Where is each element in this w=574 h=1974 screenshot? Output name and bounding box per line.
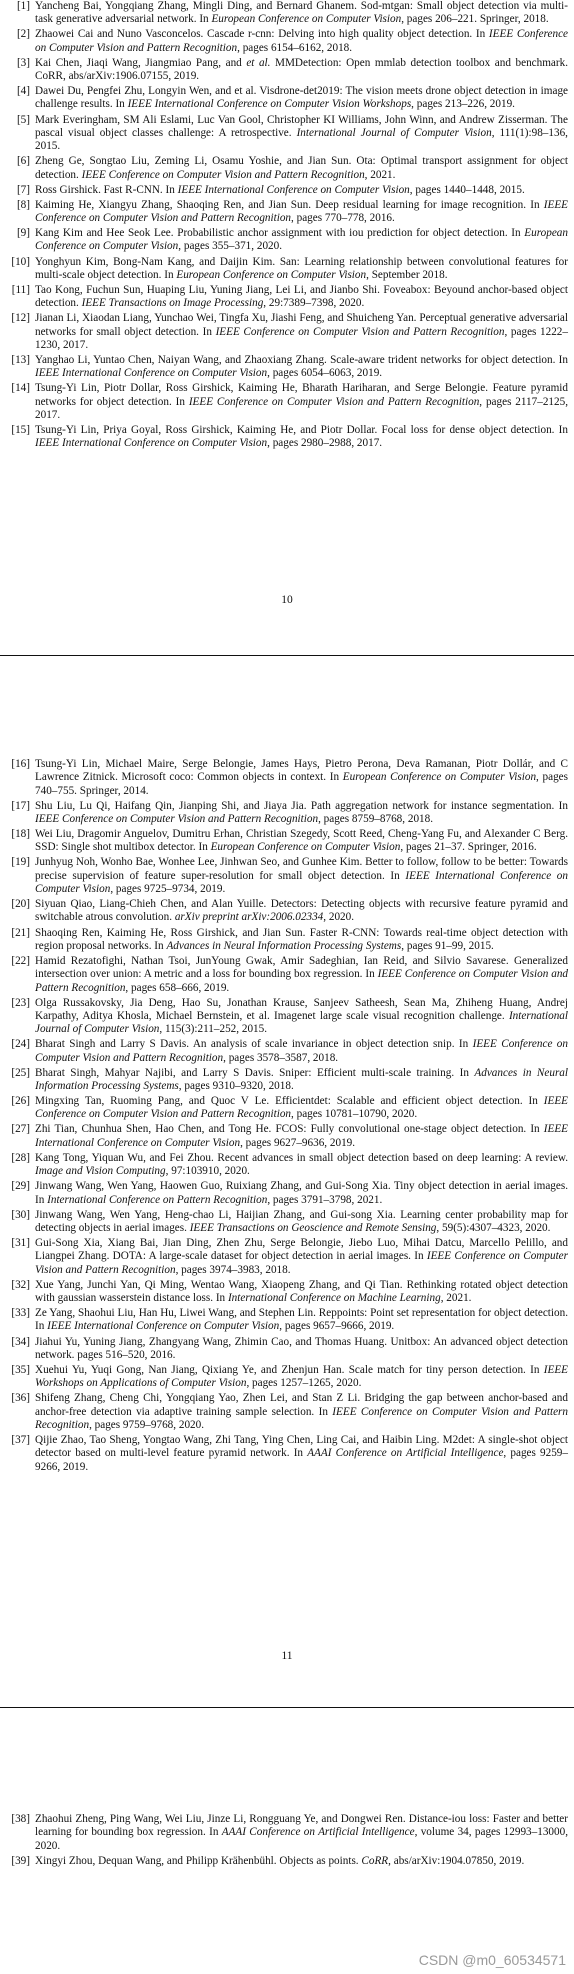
reference-text [35, 1279, 568, 1306]
reference-venue: AAAI Conference on Artificial Intelligence [221, 1826, 415, 1839]
reference-venue: European Conference on Computer Vision [211, 13, 402, 26]
reference-tail: , 115(3):211–252, 2015. [159, 1023, 268, 1036]
reference-body: Kang Tong, Yiquan Wu, and Fei Zhou. Recent advances in small object detection based on deep learning: A review. [35, 1151, 568, 1164]
reference-tail: , pages 9759–9768, 2020. [89, 1418, 205, 1431]
reference-item [0, 1336, 574, 1363]
reference-venue: International Conference on Machine Learning [227, 1292, 441, 1305]
reference-tail: , pages 3578–3587, 2018. [223, 1051, 339, 1064]
reference-body: Olga Russakovsky, Jia Deng, Hao Su, Jonathan Krause, Sanjeev Satheesh, Sean Ma, Zhiheng Huang, Andrej Karpathy, Aditya Khosla, Michael Bernstein, et al. Imagenet large scale visual recognition challenge. [35, 996, 568, 1022]
reference-venue: IEEE Conference on Computer Vision and Pattern Recognition [35, 28, 568, 54]
reference-venue: IEEE International Conference on Computer Vision [35, 437, 268, 450]
reference-tail: , pages 770–778, 2016. [291, 212, 395, 225]
reference-tail: , 29:7389–7398, 2020. [263, 297, 365, 310]
reference-number: [34] [11, 1335, 30, 1348]
reference-number: [3] [16, 56, 30, 69]
reference-venue: IEEE International Conference on Computer Vision Workshops [127, 98, 412, 111]
reference-number: [30] [11, 1208, 30, 1221]
reference-text [35, 1095, 568, 1122]
reference-venue: European Conference on Computer Vision [210, 841, 401, 854]
reference-tail: , pages 658–666, 2019. [125, 981, 230, 994]
reference-number: [11] [11, 283, 30, 296]
reference-tail: , pages 206–221. Springer, 2018. [401, 13, 549, 26]
reference-tail: , pages 91–99, 2015. [401, 939, 494, 952]
reference-tail: , pages 10781–10790, 2020. [291, 1108, 418, 1121]
reference-text [35, 1038, 568, 1065]
reference-tail: , pages 3974–3983, 2018. [175, 1263, 291, 1276]
reference-number: [19] [11, 856, 30, 869]
reference-tail: , pages 2117–2125, 2017. [35, 395, 569, 421]
reference-list [0, 1813, 574, 1870]
reference-body: Xue Yang, Junchi Yan, Qi Ming, Wentao Wang, Xiaopeng Zhang, and Qi Tian. Rethinking rotated object detection with gaussian wasserstein distance loss. In [35, 1278, 568, 1305]
reference-text [35, 758, 568, 798]
reference-number: [4] [16, 85, 30, 98]
reference-text [35, 1067, 568, 1094]
reference-venue: European Conference on Computer Vision [35, 227, 568, 253]
reference-text [35, 1855, 568, 1868]
reference-body: Yanghao Li, Yuntao Chen, Naiyan Wang, and Zhaoxiang Zhang. Scale-aware trident networks for object detection. In [35, 353, 568, 366]
reference-body: Tsung-Yi Lin, Priya Goyal, Ross Girshick, Kaiming He, and Piotr Dollar. Focal loss for dense object detection. In [35, 424, 568, 437]
reference-body: Junhyug Noh, Wonho Bae, Wonhee Lee, Jinhwan Seo, and Gunhee Kim. Better to follow, follow to be better: Towards precise supervision of feature super-resolution for small object detection. In [35, 856, 568, 882]
reference-text [35, 1392, 568, 1432]
reference-body: Qijie Zhao, Tao Sheng, Yongtao Wang, Zhi Tang, Ying Chen, Ling Cai, and Haibin Ling. M2det: A single-shot object detector based on multi-level feature pyramid network. In [35, 1433, 568, 1460]
reference-body: Zhaohui Zheng, Ping Wang, Wei Liu, Jinze Li, Rongguang Ye, and Dongwei Ren. Distance-iou loss: Faster and better learning for bounding box regression. In [35, 1813, 568, 1839]
reference-tail: , pages 355–371, 2020. [178, 240, 283, 253]
reference-body: Gui-Song Xia, Xiang Bai, Jian Ding, Zhen Zhu, Serge Belongie, Jiebo Luo, Mihai Datcu, Marcello Pelillo, and Liangpei Zhang. DOTA: A large-scale dataset for object detection in aerial images. In [35, 1237, 568, 1263]
reference-number: [28] [11, 1151, 30, 1164]
reference-number: [37] [11, 1433, 30, 1446]
page-10 [0, 0, 574, 650]
reference-tail: , pages 21–37. Springer, 2016. [400, 841, 537, 854]
reference-body: Xingyi Zhou, Dequan Wang, and Philipp Krähenbühl. Objects as points. [35, 1854, 362, 1867]
page-number: 10 [281, 594, 293, 606]
reference-venue: IEEE Transactions on Image Processing [81, 297, 264, 310]
reference-number: [20] [11, 898, 30, 911]
reference-text [35, 1434, 568, 1474]
reference-venue: arXiv preprint arXiv:2006.02334 [174, 911, 324, 924]
reference-number: [14] [11, 382, 30, 395]
reference-venue: IEEE Conference on Computer Vision and Pattern Recognition [35, 812, 319, 825]
reference-body: Tsung-Yi Lin, Piotr Dollar, Ross Girshick, Kaiming He, Bharath Hariharan, and Serge Belongie. Feature pyramid networks for object detection. In [35, 382, 568, 408]
reference-number: [1] [16, 0, 30, 12]
reference-tail: , pages 1257–1265, 2020. [246, 1377, 362, 1390]
reference-body: Shifeng Zhang, Cheng Chi, Yongqiang Yao, Zhen Lei, and Stan Z Li. Bridging the gap between anchor-based and anchor-free detection via adaptive training sample selection. In [35, 1392, 568, 1418]
reference-number: [35] [11, 1363, 30, 1376]
reference-text [35, 184, 568, 197]
reference-item [0, 1307, 574, 1334]
reference-venue: International Journal of Computer Vision [296, 126, 492, 139]
reference-body: Ross Girshick. Fast R-CNN. In [35, 183, 178, 196]
reference-number: [31] [11, 1237, 30, 1250]
reference-text [35, 256, 568, 283]
reference-item [0, 955, 574, 995]
page-12 [0, 1714, 574, 1974]
reference-item [0, 284, 574, 311]
reference-item [0, 85, 574, 112]
reference-number: [32] [11, 1278, 30, 1291]
reference-number: [38] [11, 1813, 30, 1825]
reference-text [35, 57, 568, 84]
page-11 [0, 662, 574, 1702]
reference-tail: , pages 1222–1230, 2017. [35, 325, 568, 351]
reference-tail: , 2020. [323, 911, 355, 924]
reference-venue: International Journal of Computer Vision [35, 1009, 568, 1036]
reference-tail: , 97:103910, 2020. [165, 1165, 250, 1178]
reference-item [0, 227, 574, 254]
reference-tail: , abs/arXiv:1904.07850, 2019. [388, 1854, 525, 1867]
reference-item [0, 800, 574, 827]
reference-number: [26] [11, 1095, 30, 1108]
reference-number: [2] [16, 28, 30, 41]
reference-item [0, 1180, 574, 1207]
reference-tail: , pages 2980–2988, 2017. [267, 437, 383, 450]
reference-number: [25] [11, 1066, 30, 1079]
reference-body: Siyuan Qiao, Liang-Chieh Chen, and Alan Yuille. Detectors: Detecting objects with recursive feature pyramid and switchable atrous convolution. [35, 898, 568, 924]
reference-text [35, 997, 568, 1037]
reference-venue: IEEE International Conference on Computer Vision [35, 1123, 568, 1149]
reference-body: Bharat Singh, Mahyar Najibi, and Larry S Davis. Sniper: Efficient multi-scale training. In [35, 1066, 475, 1079]
reference-list [0, 758, 574, 1476]
reference-item [0, 1364, 574, 1391]
page-divider [0, 1707, 574, 1708]
reference-venue: IEEE Conference on Computer Vision and Pattern Recognition [35, 1250, 568, 1276]
reference-item [0, 997, 574, 1037]
page-number: 11 [281, 1650, 293, 1662]
reference-number: [36] [11, 1392, 30, 1405]
reference-text [35, 85, 568, 112]
reference-item [0, 1279, 574, 1306]
reference-tail: , pages 8759–8768, 2018. [318, 812, 434, 825]
reference-body: Ze Yang, Shaohui Liu, Han Hu, Liwei Wang, and Stephen Lin. Reppoints: Point set representation for object detection. In [35, 1307, 568, 1333]
reference-text [35, 898, 568, 925]
reference-venue: International Conference on Pattern Recognition [47, 1193, 268, 1206]
reference-item [0, 1067, 574, 1094]
reference-body: Xuehui Yu, Yuqi Gong, Nan Jiang, Qixiang Ye, and Zhenjun Han. Scale match for tiny person detection. In [35, 1363, 544, 1376]
reference-tail: , pages 6054–6063, 2019. [267, 367, 383, 380]
reference-text [35, 284, 568, 311]
reference-venue: IEEE Conference on Computer Vision and Pattern Recognition [215, 325, 505, 338]
reference-tail: , pages 3791–3798, 2021. [267, 1193, 383, 1206]
reference-item [0, 1434, 574, 1474]
reference-body: Jiahui Yu, Yuning Jiang, Zhangyang Wang, Zhimin Cao, and Thomas Huang. Unitbox: An advanced object detection network. pages 516–520, 2016. [35, 1335, 568, 1361]
reference-number: [27] [11, 1123, 30, 1136]
reference-venue: IEEE Conference on Computer Vision and Pattern Recognition [35, 198, 568, 225]
reference-item [0, 312, 574, 352]
reference-tail: , pages 213–226, 2019. [411, 98, 515, 111]
reference-tail: , pages 740–755. Springer, 2014. [35, 771, 568, 797]
reference-venue: IEEE International Conference on Computer Vision [35, 869, 568, 896]
reference-text [35, 382, 568, 422]
reference-number: [7] [16, 183, 30, 196]
reference-item [0, 354, 574, 381]
reference-item [0, 382, 574, 422]
reference-venue: et al. [246, 56, 271, 69]
reference-venue: European Conference on Computer Vision [176, 268, 367, 281]
reference-text [35, 800, 568, 827]
reference-item [0, 1038, 574, 1065]
reference-body: Shaoqing Ren, Kaiming He, Ross Girshick, and Jian Sun. Faster R-CNN: Towards real-time object detection with region proposal networks. In [35, 926, 568, 952]
reference-number: [24] [11, 1038, 30, 1051]
reference-text [35, 155, 568, 182]
reference-text [35, 955, 568, 995]
reference-body: Yancheng Bai, Yongqiang Zhang, Mingli Ding, and Bernard Ghanem. Sod-mtgan: Small object detection via multi-task generative adversarial network. In [35, 0, 568, 26]
reference-body: Shu Liu, Lu Qi, Haifang Qin, Jianping Shi, and Jiaya Jia. Path aggregation network for instance segmentation. In [35, 799, 568, 812]
reference-number: [18] [11, 828, 30, 841]
reference-body: Yonghyun Kim, Bong-Nam Kang, and Daijin Kim. San: Learning relationship between convolutional features for multi-scale object detection. In [35, 255, 568, 281]
reference-venue: IEEE Conference on Computer Vision and Pattern Recognition [35, 1038, 568, 1064]
reference-text [35, 828, 568, 855]
reference-venue: IEEE International Conference on Computer Vision [47, 1320, 280, 1333]
reference-text [35, 354, 568, 381]
reference-venue: Advances in Neural Information Processing Systems [35, 1066, 568, 1092]
reference-item [0, 1152, 574, 1179]
reference-item [0, 199, 574, 226]
reference-body: Zheng Ge, Songtao Liu, Zeming Li, Osamu Yoshie, and Jian Sun. Ota: Optimal transport assignment for object detection. [35, 155, 568, 181]
reference-number: [22] [11, 954, 30, 967]
reference-item [0, 424, 574, 451]
reference-venue: IEEE Conference on Computer Vision and Pattern Recognition [188, 395, 480, 408]
reference-item [0, 828, 574, 855]
reference-item [0, 898, 574, 925]
reference-item [0, 0, 574, 27]
reference-number: [23] [11, 996, 30, 1009]
reference-text [35, 1180, 568, 1207]
reference-text [35, 1237, 568, 1277]
reference-tail: , 2021. [440, 1292, 472, 1305]
reference-body: Mingxing Tan, Ruoming Pang, and Quoc V Le. Efficientdet: Scalable and efficient object detection. In [35, 1095, 544, 1108]
reference-tail: , pages 6154–6162, 2018. [237, 41, 353, 54]
reference-list [0, 0, 574, 452]
reference-number: [16] [11, 758, 30, 770]
reference-tail: , pages 9259–9266, 2019. [35, 1447, 568, 1473]
reference-tail: , pages 9657–9666, 2019. [279, 1320, 395, 1333]
reference-number: [15] [11, 424, 30, 437]
watermark: CSDN @m0_60534571 [418, 1952, 566, 1968]
reference-venue: CoRR [361, 1854, 389, 1867]
reference-item [0, 1123, 574, 1150]
reference-body: Bharat Singh and Larry S Davis. An analysis of scale invariance in object detection snip. In [35, 1038, 473, 1051]
reference-body: Tsung-Yi Lin, Michael Maire, Serge Belongie, James Hays, Pietro Perona, Deva Ramanan, Piotr Dollár, and C Lawrence Zitnick. Microsoft coco: Common objects in context. In [35, 758, 568, 784]
reference-item [0, 1855, 574, 1868]
reference-item [0, 256, 574, 283]
reference-text [35, 856, 568, 896]
reference-body: Kai Chen, Jiaqi Wang, Jiangmiao Pang, and [35, 56, 247, 69]
reference-venue: IEEE Workshops on Applications of Computer Vision [35, 1363, 568, 1390]
reference-body: Wei Liu, Dragomir Anguelov, Dumitru Erhan, Christian Szegedy, Scott Reed, Cheng-Yang Fu, and Alexander C Berg. SSD: Single shot multibox detector. In [35, 828, 568, 854]
reference-body: Tao Kong, Fuchun Sun, Huaping Liu, Yuning Jiang, Lei Li, and Jianbo Shi. Foveabox: Beyound anchor-based object detection. [35, 283, 568, 310]
reference-tail: MMDetection: Open mmlab detection toolbox and benchmark. CoRR, abs/arXiv:1906.07155, 2019. [35, 56, 569, 83]
reference-text [35, 424, 568, 451]
reference-item [0, 1237, 574, 1277]
reference-number: [29] [11, 1180, 30, 1193]
reference-text [35, 1813, 568, 1853]
reference-venue: Advances in Neural Information Processing Systems [166, 939, 402, 952]
reference-tail: , September 2018. [366, 268, 448, 281]
reference-body: Jinwang Wang, Wen Yang, Haowen Guo, Ruixiang Zhang, and Gui-Song Xia. Tiny object detection in aerial images. In [35, 1180, 568, 1206]
reference-text [35, 1209, 568, 1236]
reference-item [0, 1813, 574, 1853]
reference-text [35, 114, 568, 154]
reference-item [0, 184, 574, 197]
reference-body: Zhi Tian, Chunhua Shen, Hao Chen, and Tong He. FCOS: Fully convolutional one-stage object detection. In [35, 1123, 544, 1136]
reference-venue: AAAI Conference on Artificial Intelligence [307, 1447, 504, 1460]
reference-venue: Image and Vision Computing [35, 1165, 166, 1178]
reference-number: [10] [11, 255, 30, 268]
reference-tail: , pages 9310–9320, 2018. [178, 1080, 294, 1092]
reference-text [35, 227, 568, 254]
reference-venue: European Conference on Computer Vision [342, 771, 537, 784]
reference-number: [39] [11, 1854, 30, 1867]
reference-text [35, 1123, 568, 1150]
reference-tail: , pages 1440–1448, 2015. [409, 183, 525, 196]
reference-text [35, 312, 568, 352]
reference-number: [17] [11, 799, 30, 812]
reference-text [35, 1307, 568, 1334]
reference-number: [13] [11, 353, 30, 366]
reference-item [0, 1392, 574, 1432]
reference-number: [12] [11, 312, 30, 325]
reference-item [0, 28, 574, 55]
reference-number: [33] [11, 1307, 30, 1320]
reference-text [35, 1152, 568, 1179]
reference-tail: , volume 34, pages 12993–13000, 2020. [35, 1826, 569, 1852]
reference-number: [8] [16, 198, 30, 211]
reference-tail: , pages 9725–9734, 2019. [110, 883, 226, 896]
reference-item [0, 155, 574, 182]
reference-tail: , pages 9627–9636, 2019. [240, 1136, 356, 1149]
reference-body: Kang Kim and Hee Seok Lee. Probabilistic anchor assignment with iou prediction for object detection. In [35, 227, 525, 240]
reference-item [0, 856, 574, 896]
reference-body: Zhaowei Cai and Nuno Vasconcelos. Cascade r-cnn: Delving into high quality object detection. In [35, 28, 489, 41]
reference-venue: IEEE Conference on Computer Vision and Pattern Recognition [35, 968, 569, 994]
reference-text [35, 1364, 568, 1391]
reference-venue: IEEE International Conference on Computer Vision [35, 367, 268, 380]
reference-body: Dawei Du, Pengfei Zhu, Longyin Wen, and et al. Visdrone-det2019: The vision meets drone object detection in image challenge results. In [35, 85, 568, 111]
reference-item [0, 1209, 574, 1236]
reference-text [35, 28, 568, 55]
reference-number: [9] [16, 227, 30, 240]
reference-body: Jianan Li, Xiaodan Liang, Yunchao Wei, Tingfa Xu, Jiashi Feng, and Shuicheng Yan. Perceptual generative adversarial networks for small object detection. In [35, 312, 568, 338]
reference-body: Jinwang Wang, Wen Yang, Heng-chao Li, Haijian Zhang, and Gui-song Xia. Learning center probability map for detecting objects in aerial images. [35, 1208, 568, 1234]
reference-item [0, 1095, 574, 1122]
reference-tail: , 59(5):4307–4323, 2020. [436, 1221, 551, 1234]
reference-tail: , 111(1):98–136, 2015. [35, 126, 568, 153]
reference-venue: IEEE Conference on Computer Vision and Pattern Recognition [35, 1405, 568, 1431]
reference-venue: IEEE Conference on Computer Vision and Pattern Recognition [35, 1095, 568, 1121]
reference-text [35, 927, 568, 954]
reference-venue: IEEE Conference on Computer Vision and Pattern Recognition [81, 168, 365, 181]
reference-body: Kaiming He, Xiangyu Zhang, Shaoqing Ren, and Jian Sun. Deep residual learning for image recognition. In [35, 198, 544, 211]
reference-text [35, 199, 568, 226]
reference-number: [21] [11, 926, 30, 939]
reference-number: [6] [16, 155, 30, 168]
reference-body: Mark Everingham, SM Ali Eslami, Luc Van Gool, Christopher KI Williams, John Winn, and Andrew Zisserman. The pascal visual object classes challenge: A retrospective. [35, 113, 568, 139]
reference-number: [5] [16, 113, 30, 126]
reference-item [0, 758, 574, 798]
reference-venue: IEEE Transactions on Geoscience and Remote Sensing [189, 1221, 437, 1234]
reference-text [35, 0, 568, 27]
reference-tail: , 2021. [364, 168, 396, 181]
reference-venue: IEEE International Conference on Computer Vision [177, 183, 410, 196]
reference-item [0, 927, 574, 954]
reference-item [0, 114, 574, 154]
reference-body: Hamid Rezatofighi, Nathan Tsoi, JunYoung Gwak, Amir Sadeghian, Ian Reid, and Silvio Savarese. Generalized intersection over union: A metric and a loss for bounding box regression. In [35, 954, 568, 981]
page-divider [0, 655, 574, 656]
reference-item [0, 57, 574, 84]
reference-text [35, 1336, 568, 1363]
